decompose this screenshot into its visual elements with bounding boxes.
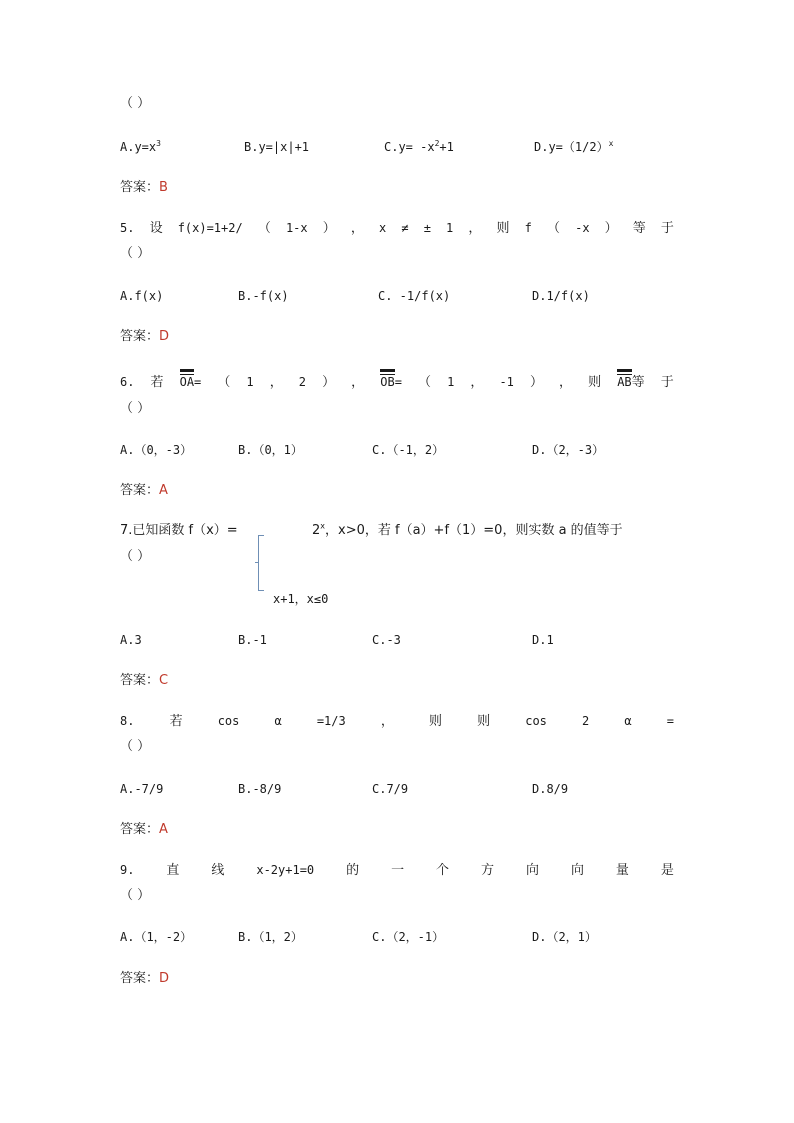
q9-answer: 答案：D — [120, 971, 170, 986]
q9-option-c: C.（2，-1） — [372, 930, 445, 944]
q5-option-c: C. -1/f(x) — [378, 289, 451, 303]
q9-stem: 9. 直 线 x-2y+1=0 的 一 个 方 向 向 量 是 — [120, 863, 674, 878]
q4-option-b: B.y=|x|+1 — [244, 140, 310, 154]
q6-option-b: B.（0，1） — [238, 443, 303, 457]
q6-option-c: C.（-1，2） — [372, 443, 445, 457]
q6-paren: （ ） — [120, 401, 151, 416]
q7-option-b: B.-1 — [238, 633, 267, 647]
q9-option-d: D.（2，1） — [532, 930, 597, 944]
q7-option-c: C.-3 — [372, 633, 401, 647]
q5-option-d: D.1/f(x) — [532, 289, 590, 303]
q8-answer: 答案：A — [120, 822, 168, 837]
q5-answer: 答案：D — [120, 329, 170, 344]
q4-option-c: $C.y= -x^2+1$ — [384, 139, 454, 154]
q8-paren: （ ） — [120, 739, 151, 754]
q4-option-a: $A.y=x^3$ — [120, 139, 161, 154]
q9-paren: （ ） — [120, 888, 151, 903]
q7-option-d: D.1 — [532, 633, 554, 647]
vector-ob: OB — [380, 375, 395, 389]
q7-piece2: x+1，x≤0 — [273, 592, 329, 606]
q9-option-b: B.（1，2） — [238, 930, 303, 944]
q8-option-a: A.-7/9 — [120, 782, 164, 796]
q4-option-d: $D.y=(1/2)^x$ — [534, 139, 614, 154]
q8-option-d: D.8/9 — [532, 782, 569, 796]
q5-paren: （ ） — [120, 246, 151, 261]
q7-answer: 答案：C — [120, 673, 169, 688]
q7-stem: 7.已知函数 f（x）= — [120, 523, 238, 538]
q5-stem: 5. 设 f(x)=1+2/ （ 1-x ） ， x ≠ ± 1 ， 则 f （ -x ） 等 于 — [120, 221, 674, 236]
q8-option-c: C.7/9 — [372, 782, 409, 796]
q9-option-a: A.（1，-2） — [120, 930, 193, 944]
q5-option-b: B.-f(x) — [238, 289, 289, 303]
q6-option-d: D.（2，-3） — [532, 443, 605, 457]
piecewise-brace — [258, 535, 265, 591]
q7-paren: （ ） — [120, 549, 151, 564]
q7-piece1: 2$^x$，x>0，若 f（a）+f（1）=0，则实数 a 的值等于 — [312, 521, 623, 538]
q6-answer: 答案：A — [120, 483, 168, 498]
q8-option-b: B.-8/9 — [238, 782, 282, 796]
piecewise-brace-tip — [255, 562, 259, 563]
q6-option-a: A.（0，-3） — [120, 443, 193, 457]
vector-ab: AB — [617, 375, 632, 389]
q6-stem: 6. 若 OA= （ 1 ， 2 ） ， OB= （ 1 ， -1 ） ， 则 AB等 于 — [120, 375, 674, 390]
q7-option-a: A.3 — [120, 633, 142, 647]
vector-oa: OA — [179, 375, 195, 389]
q4-paren: （ ） — [120, 96, 151, 111]
q8-stem: 8. 若 cos α =1/3 ， 则 则 cos 2 α = — [120, 714, 674, 729]
q4-answer: 答案：B — [120, 180, 168, 195]
q5-option-a: A.f(x) — [120, 289, 164, 303]
